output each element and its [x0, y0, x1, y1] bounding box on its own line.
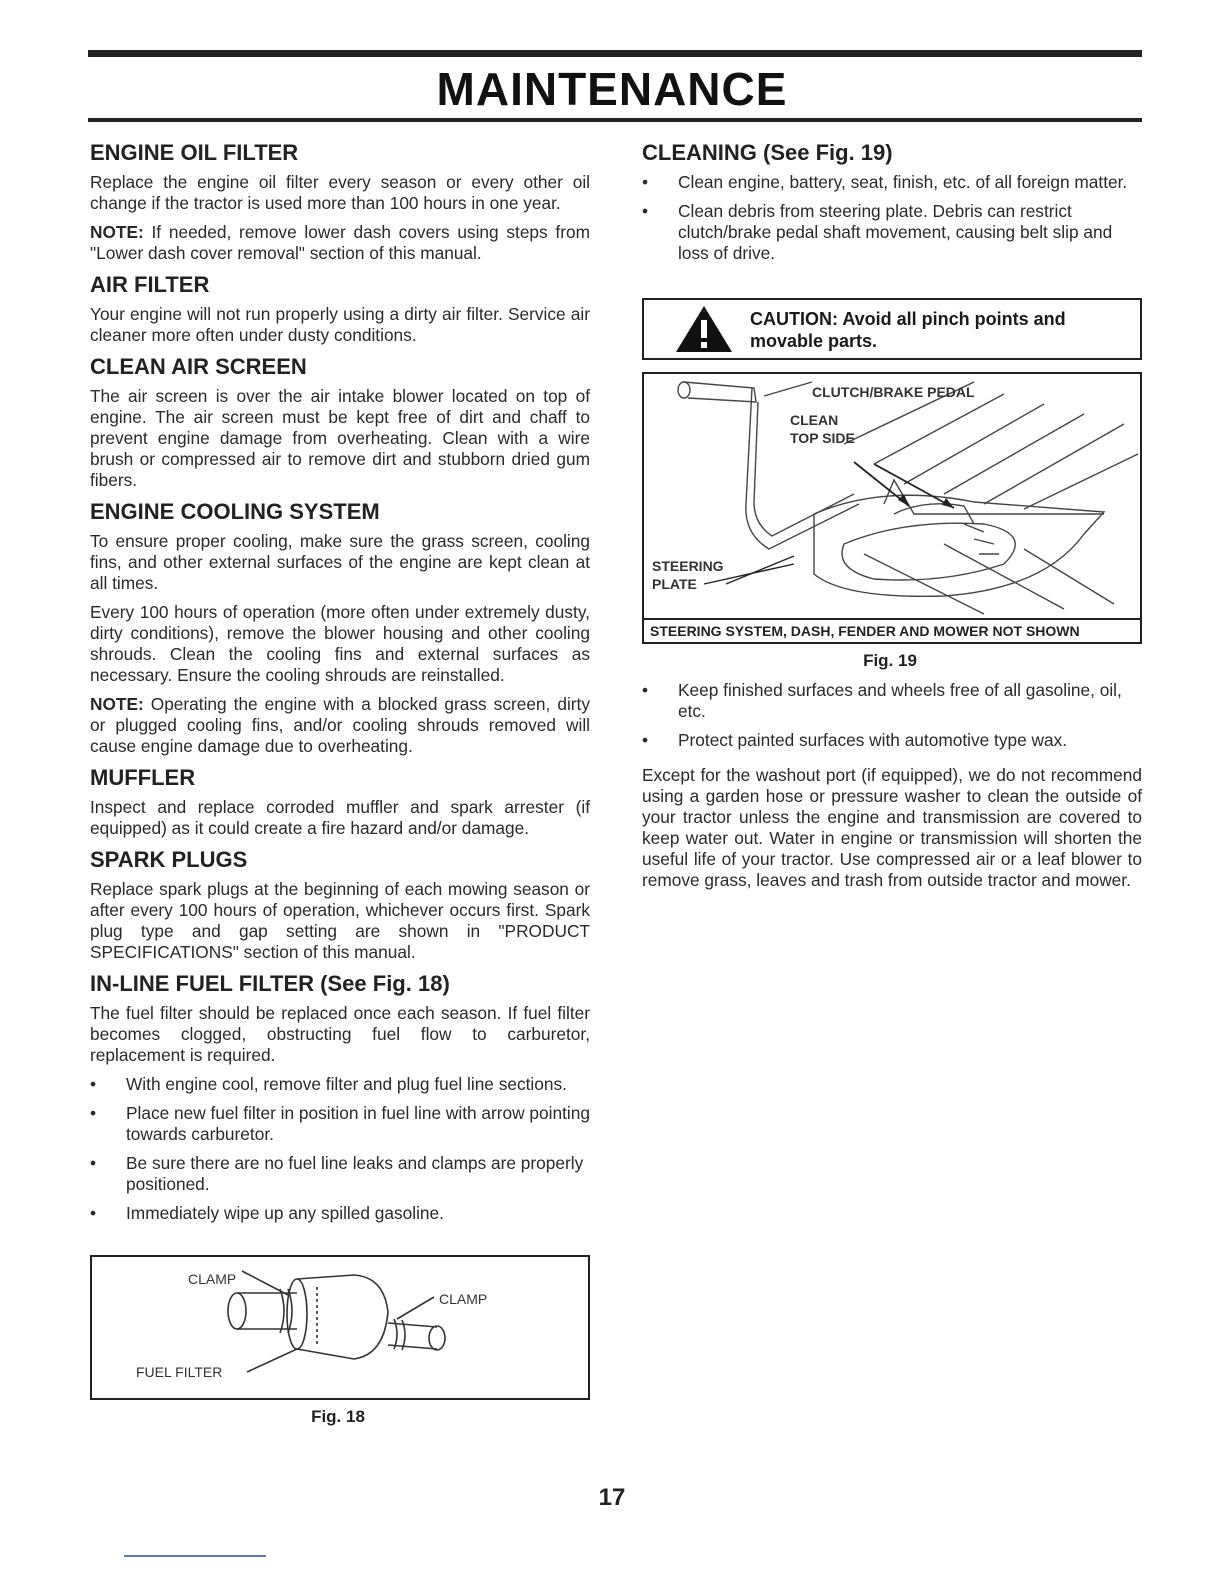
heading-cleaning: CLEANING (See Fig. 19) [642, 140, 893, 165]
list-item-text: Place new fuel filter in position in fuel line with arrow pointing towards carburetor. [126, 1103, 590, 1144]
header-rule-top [88, 50, 1142, 57]
engine-oil-filter-note [90, 222, 590, 264]
list-item [642, 172, 1142, 193]
clean-air-screen-text: The air screen is over the air intake blower located on top of engine. The air screen must be kept free of dirt and chaff to prevent engine damage from overheating. Clean with a wire brush or compressed air to remove dirt and stubborn dried gum fibers. [90, 386, 590, 490]
right-column [642, 140, 1142, 272]
note-text: Operating the engine with a blocked grass screen, dirty or plugged cooling fins, and/or cooling shrouds removed will cause engine damage due to overheating. [90, 694, 590, 756]
cleaning-list-bottom [642, 680, 1142, 751]
label-clean: CLEAN [790, 412, 839, 428]
bullet: • [642, 201, 649, 221]
cleaning-list-top [642, 172, 1142, 264]
figure-19-caption: Fig. 19 [863, 651, 917, 670]
figure-18-caption: Fig. 18 [311, 1407, 365, 1426]
section-engine-cooling [90, 499, 590, 757]
section-spark-plugs [90, 847, 590, 963]
label-clamp-right: CLAMP [439, 1291, 488, 1307]
section-fuel-filter [90, 971, 590, 1224]
list-item [642, 201, 1142, 264]
heading-engine-cooling: ENGINE COOLING SYSTEM [90, 499, 380, 524]
list-item [90, 1074, 590, 1095]
section-engine-oil-filter [90, 140, 590, 264]
engine-oil-filter-text: Replace the engine oil filter every season or every other oil change if the tractor is used more than 100 hours in one year. [90, 172, 590, 213]
label-plate: PLATE [652, 576, 697, 592]
spark-plugs-text: Replace spark plugs at the beginning of each mowing season or after every 100 hours of operation, whichever occurs first. Spark plug type and gap setting are shown in "PRODUCT SPECIFICATIONS" section of this manual. [90, 879, 590, 962]
list-item [642, 680, 1142, 722]
cleaning-text: Except for the washout port (if equipped), we do not recommend using a garden hose or pressure washer to clean the outside of your tractor unless the engine and transmission are covered to keep water out. Water in engine or transmission will shorten the useful life of your tractor. Use compressed air or a leaf blower to remove grass, leaves and trash from outside tractor and mower. [642, 765, 1142, 890]
engine-cooling-note [90, 694, 590, 757]
figure-19-footer [644, 618, 1140, 644]
figure-19-footer-text: STEERING SYSTEM, DASH, FENDER AND MOWER NOT SHOWN [650, 623, 1080, 639]
steering-plate-illustration [644, 374, 1140, 618]
list-item [90, 1153, 590, 1195]
label-steering: STEERING [652, 558, 724, 574]
fuel-filter-steps [90, 1074, 590, 1224]
list-item-text: Protect painted surfaces with automotive type wax. [678, 730, 1068, 750]
heading-fuel-filter: IN-LINE FUEL FILTER (See Fig. 18) [90, 971, 450, 996]
heading-clean-air-screen: CLEAN AIR SCREEN [90, 354, 307, 379]
caution-text: CAUTION: Avoid all pinch points and movable parts. [750, 309, 1066, 351]
caution-box [642, 298, 1142, 360]
bullet: • [90, 1074, 97, 1094]
list-item-text: Clean debris from steering plate. Debris can restrict clutch/brake pedal shaft movement, causing belt slip and loss of drive. [678, 201, 1113, 263]
section-clean-air-screen [90, 354, 590, 491]
section-muffler [90, 765, 590, 839]
list-item [642, 730, 1142, 751]
note-label: NOTE: [90, 222, 144, 242]
list-item [90, 1203, 590, 1224]
label-clutch-brake-pedal: CLUTCH/BRAKE PEDAL [812, 384, 975, 400]
bottom-link-underline [124, 1555, 266, 1557]
bullet: • [642, 730, 649, 750]
figure-19 [642, 372, 1142, 644]
heading-muffler: MUFFLER [90, 765, 196, 790]
left-column [90, 140, 590, 1232]
list-item-text: Be sure there are no fuel line leaks and clamps are properly positioned. [126, 1153, 584, 1194]
fuel-filter-text: The fuel filter should be replaced once each season. If fuel filter becomes clogged, obstructing fuel flow to carburetor, replacement is required. [90, 1003, 590, 1065]
section-air-filter [90, 272, 590, 346]
bullet: • [642, 680, 649, 700]
list-item [90, 1103, 590, 1145]
page-number: 17 [598, 1484, 626, 1511]
label-clamp-left: CLAMP [188, 1271, 237, 1287]
list-item-text: Keep finished surfaces and wheels free of all gasoline, oil, etc. [678, 680, 1122, 721]
list-item-text: With engine cool, remove filter and plug fuel line sections. [126, 1074, 567, 1094]
note-label: NOTE: [90, 694, 144, 714]
list-item-text: Clean engine, battery, seat, finish, etc. of all foreign matter. [678, 172, 1128, 192]
muffler-text: Inspect and replace corroded muffler and spark arrester (if equipped) as it could create a fire hazard and/or damage. [90, 797, 590, 838]
list-item-text: Immediately wipe up any spilled gasoline. [126, 1203, 444, 1223]
heading-air-filter: AIR FILTER [90, 272, 210, 297]
warning-triangle-icon [674, 304, 734, 354]
header-rule-bottom [88, 118, 1142, 122]
bullet: • [90, 1203, 97, 1223]
label-top-side: TOP SIDE [790, 430, 855, 446]
heading-spark-plugs: SPARK PLUGS [90, 847, 248, 872]
cleaning-continued [642, 680, 1142, 899]
page-title: MAINTENANCE [436, 63, 788, 115]
engine-cooling-text-2: Every 100 hours of operation (more often under extremely dusty, dirty conditions), remove the blower housing and other cooling shrouds. Clean the cooling fins and external surfaces as necessary. Ensure the cooling shrouds are reinstalled. [90, 602, 590, 685]
note-text: If needed, remove lower dash covers using steps from "Lower dash cover removal" section of this manual. [90, 222, 590, 263]
label-fuel-filter: FUEL FILTER [136, 1364, 223, 1380]
heading-engine-oil-filter: ENGINE OIL FILTER [90, 140, 299, 165]
bullet: • [642, 172, 649, 192]
figure-18 [90, 1255, 590, 1400]
engine-cooling-text-1: To ensure proper cooling, make sure the grass screen, cooling fins, and other external surfaces of the engine are kept clean at all times. [90, 531, 590, 593]
bullet: • [90, 1153, 97, 1173]
air-filter-text: Your engine will not run properly using a dirty air filter. Service air cleaner more often under dusty conditions. [90, 304, 590, 345]
bullet: • [90, 1103, 97, 1123]
